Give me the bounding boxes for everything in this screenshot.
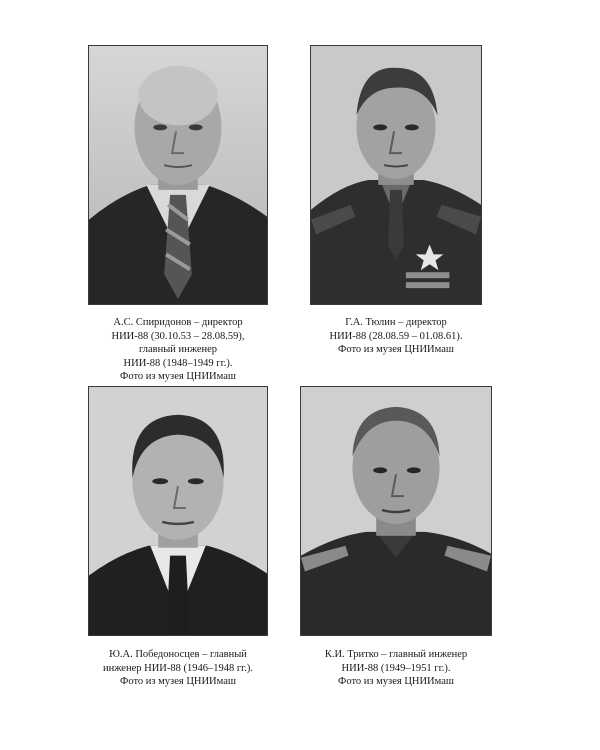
portrait-photo-pobedonostsev [88, 386, 268, 636]
portrait-photo-tyulin [310, 45, 482, 305]
portrait-photo-spiridonov [88, 45, 268, 305]
caption-line: К.И. Тритко – главный инженер [324, 649, 468, 660]
caption-line: Фото из музея ЦНИИмаш [120, 371, 236, 383]
portrait-photo-tritko [300, 386, 492, 636]
caption-line: НИИ-88 (1949–1951 гг.). [341, 662, 451, 674]
caption-line: Фото из музея ЦНИИмаш [338, 676, 454, 688]
caption-spiridonov [88, 316, 268, 384]
caption-line: Г.А. Тюлин – директор [345, 317, 447, 328]
caption-line: главный инженер [138, 344, 218, 356]
caption-line: инженер НИИ-88 (1946–1948 гг.). [102, 662, 254, 674]
caption-line: А.С. Спиридонов – директор [113, 317, 243, 328]
caption-line: Ю.А. Победоносцев – главный [109, 649, 247, 660]
caption-line: НИИ-88 (28.08.59 – 01.08.61). [329, 330, 463, 342]
caption-line: Фото из музея ЦНИИмаш [338, 344, 454, 356]
caption-pobedonostsev [84, 648, 272, 689]
caption-tyulin [306, 316, 486, 357]
caption-line: Фото из музея ЦНИИмаш [120, 676, 236, 688]
caption-line: НИИ-88 (1948–1949 гг.). [123, 357, 233, 369]
caption-tritko [300, 648, 492, 689]
caption-line: НИИ-88 (30.10.53 – 28.08.59), [111, 330, 245, 342]
